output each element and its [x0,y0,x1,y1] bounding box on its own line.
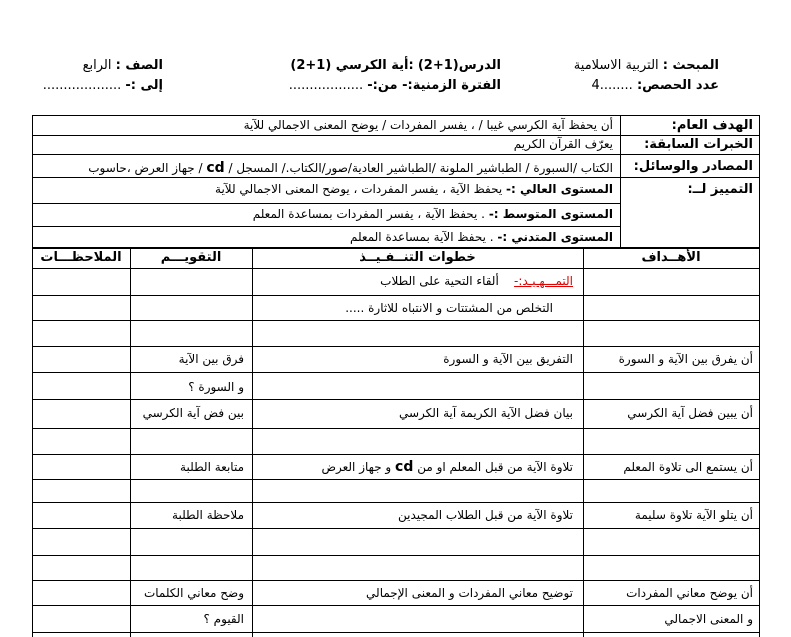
lesson-value: :أية الكرسي (1+2) [290,58,414,73]
period-from: .................. [288,78,364,93]
class-label: الصف : [115,58,163,73]
goal-1: أن يفرق بين الآية و السورة [618,352,753,366]
eval-4: ملاحظة الطلبة [172,508,244,522]
row-line [32,295,760,296]
row-line [32,502,760,503]
general-goal-label: الهدف العام: [671,118,753,133]
period-label: الفترة الزمنية:- من:- [367,78,501,93]
goal-2: أن يبين فضل آية الكرسي [627,406,753,420]
eval-2: بين فض آية الكرسي [142,406,244,420]
step-3 [321,459,573,475]
col-line-1 [130,248,131,637]
level-low [350,230,613,244]
period [289,78,501,93]
header-notes: الملاحظـــات [40,250,122,265]
info-line-5 [32,226,620,227]
sessions-label: عدد الحصص: [636,78,719,93]
row-line [32,268,760,269]
row-line [32,479,760,480]
level-mid-value: . يحفظ الآية ، يفسر المفردات بمساعدة المعلم [252,207,485,221]
level-high-label: المستوى العالي :- [506,182,613,196]
sessions-value: ........4 [591,78,633,93]
goal-5: أن يوضح معاني المفردات [626,586,753,600]
intro-label: التمـــهـيـد:- [514,274,573,288]
row-line [32,346,760,347]
col-line-3 [583,248,584,637]
info-line-4 [32,203,620,204]
eval-3: متابعة الطلبة [180,460,244,474]
resources-cd: cd [206,160,225,176]
step-2: بيان فضل الآية الكريمة آية الكرسي [398,406,573,420]
subject-label: المبحث : [662,58,719,73]
class [83,58,163,73]
subject-value: التربية الاسلامية [573,58,659,73]
general-goal-value: أن يحفظ آية الكرسي غيبا / ، يفسر المفردات / يوضح المعنى الاجمالي للآية [243,118,613,132]
sessions [591,78,719,93]
row-line [32,372,760,373]
eval-1: فرق بين الآية [178,352,244,366]
distinction-label: التمييز لــ: [687,182,753,197]
prior-knowledge-label: الخبرات السابقة: [644,137,753,152]
step-4: تلاوة الآية من قبل الطلاب المجيدين [398,508,573,522]
level-mid [253,207,613,221]
row-line [32,320,760,321]
level-high [215,182,613,196]
goal-4: أن يتلو الآية تلاوة سليمة [634,508,753,522]
header-evaluation: التقويـــم [160,250,222,265]
intro [380,274,573,288]
intro-text-2: التخلص من المشتتات و الانتباه للاثارة ..... [345,301,553,315]
info-line-3 [32,177,760,178]
info-line-2 [32,154,760,155]
resources-text-a: الكتاب /السبورة / الطباشير الملونة /الطباشير العادية/صور/الكتاب./ المسجل / [228,161,613,175]
level-mid-label: المستوى المتوسط :- [488,207,613,221]
lesson [290,58,501,73]
row-line [32,428,760,429]
resources-value [88,160,613,176]
row-line [32,580,760,581]
row-line [32,632,760,633]
goal-3: أن يستمع الى تلاوة المعلم [623,460,753,474]
step-3-b: و جهاز العرض [321,460,392,474]
period-to [43,78,163,93]
class-value: الرابع [82,58,112,73]
row-line [32,399,760,400]
row-line [32,528,760,529]
info-line-1 [32,135,760,136]
row-line [32,605,760,606]
subject [574,58,719,73]
prior-knowledge-value: يعرّف القرآن الكريم [513,137,613,151]
col-line-2 [252,248,253,637]
step-3-a: تلاوة الآية من قبل المعلم او من [417,460,573,474]
eval-1b: و السورة ؟ [188,380,244,394]
intro-text: ألقاء التحية على الطلاب [380,274,499,288]
eval-5: وضح معاني الكلمات [143,586,244,600]
header-steps: خطوات التنــفـيــذ [359,250,476,265]
step-3-cd: cd [395,459,414,475]
resources-text-b: / جهاز العرض ،حاسوب [88,161,203,175]
period-to-value: ................... [42,78,122,93]
period-to-label: إلى :- [125,78,163,93]
level-high-value: يحفظ الآية ، يفسر المفردات ، يوضح المعنى الاجمالي للآية [215,182,503,196]
step-1: التفريق بين الآية و السورة [443,352,573,366]
resources-label: المصادر والوسائل: [633,159,753,174]
row-line [32,454,760,455]
row-line [32,555,760,556]
level-low-value: . يحفظ الآية بمساعدة المعلم [349,230,494,244]
goal-5b: و المعنى الاجمالي [664,612,753,626]
lesson-label: الدرس(1+2) [417,58,501,73]
eval-5b: القيوم ؟ [203,612,244,626]
header-goals: الأهــداف [641,250,701,265]
step-5: توضيح معاني المفردات و المعنى الإجمالي [366,586,573,600]
level-low-label: المستوى المتدني :- [497,230,613,244]
